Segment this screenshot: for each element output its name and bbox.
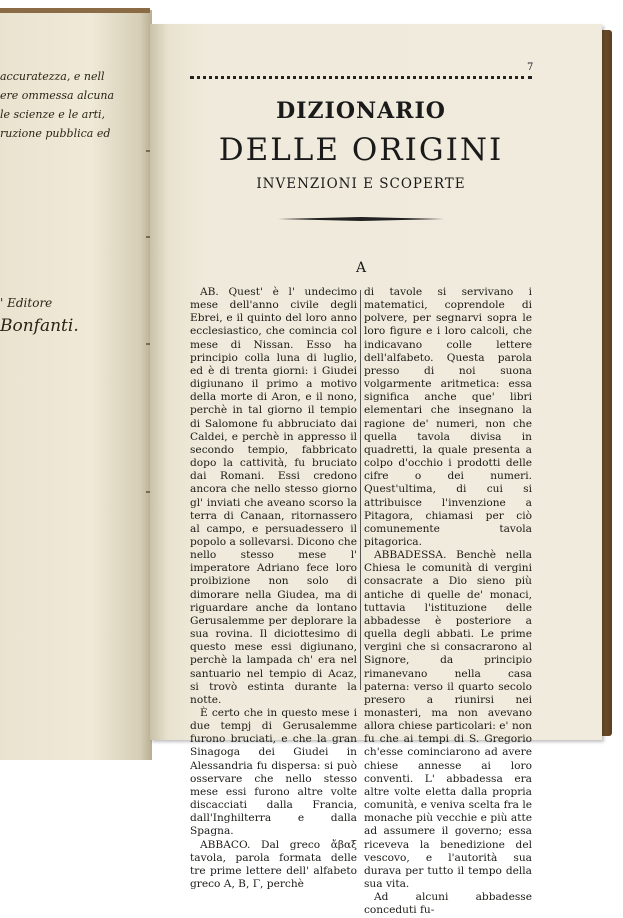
left-cover-edge: [0, 8, 150, 13]
left-page-line-2: ere ommessa alcuna: [0, 89, 115, 102]
left-page-line-4: ruzione pubblica ed: [0, 127, 111, 140]
ornament-rule: [278, 217, 444, 221]
paragraph: AB. Quest' è l' undecimo mese dell'anno civile degli Ebrei, e il quinto del loro anno ecclesiastico, che comincia col mese di Nissan. Esso ha principio colla luna di luglio, ed è di trenta giorni: i Giudei digiunano il primo a motivo della morte di Aron, e il nono, perchè in tal giorno il tempio di Salomone fu abbruciato dai Caldei, e perchè in appresso il secondo tempio, fabbricato dopo la cattività, fu bruciato dai Romani. Essi credono ancora che nello stesso giorno gl' inviati che aveano scorso la terra di Canaan, ritornassero al campo, e persuadessero il popolo a sollevarsi. Dicono che nello stesso mese l' imperatore Adriano fece loro proibizione non solo di dimorare nella Giudea, ma di riguardare anche da lontano Gerusalemme per deplorare la sua rovina. Il diciottesimo di questo mese essi digiunano, perchè la lampada ch' era nel santuario nel tempio di Acaz, si trovò estinta durante la notte.: [190, 286, 357, 706]
section-letter: A: [355, 260, 367, 276]
paragraph: ABBACO. Dal greco ἄβαξ tavola, parola formata delle tre prime lettere dell' alfabeto greco Α, Β, Γ, perchè: [190, 838, 357, 891]
paragraph: di tavole si servivano i matematici, coprendole di polvere, per segnarvi sopra le loro figure e i loro calcoli, che indicavano colle lettere dell'alfabeto. Questa parola presso di noi suona volgarmente aritmetica: essa significa anche que' libri elementari che insegnano la ragione de' numeri, non che quella tavola divisa in quadretti, la quale presenta a colpo d'occhio i prodotti delle cifre o dei numeri. Quest'ultima, di cui si attribuisce l'invenzione a Pitagora, chiamasi per ciò comunemente tavola pitagorica.: [364, 286, 532, 548]
column-divider: [360, 290, 361, 690]
paragraph: ABBADESSA. Benchè nella Chiesa le comunità di vergini consacrate a Dio sieno più antiche di quelle de' monaci, tuttavia l'istituzione delle abbadesse è posteriore a quella degli abbati. Le prime vergini che si consacrarono al Signore, da principio rimanevano nella casa paterna: verso il quarto secolo presero a riunirsi nei monasteri, ma non avevano allora chiese particolari: e' non fu che ai tempi di S. Gregorio ch'esse cominciarono ad avere chiese annesse ai loro conventi. L' abbadessa era altre volte eletta dalla propria comunità, e veniva scelta fra le monache più vecchie e più atte ad assumere il governo; essa riceveva la benedizione del vescovo, e l'autorità sua durava per tutto il tempo della sua vita.: [364, 549, 532, 891]
title-invenzioni: INVENZIONI E SCOPERTE: [256, 176, 466, 192]
text-column-left: [190, 286, 357, 891]
title-dizionario: DIZIONARIO: [276, 98, 446, 124]
left-page-signature: Bonfanti.: [0, 316, 79, 336]
title-delle-origini: DELLE ORIGINI: [218, 132, 504, 168]
header-dotted-rule: [190, 76, 532, 79]
left-page-editor-label: ' Editore: [0, 296, 53, 310]
text-column-right: [364, 286, 532, 918]
left-page-line-3: le scienze e le arti,: [0, 108, 106, 121]
paragraph: Ad alcuni abbadesse conceduti fu-: [364, 891, 532, 917]
left-page-line-1: accuratezza, e nell: [0, 70, 105, 83]
left-page: [0, 10, 152, 760]
paragraph: È certo che in questo mese i due tempj di Gerusalemme furono bruciati, e che la gran Sinagoga dei Giudei in Alessandria fu dispersa: si può osservare che nello stesso mese essi furono altre volte discacciati dalla Francia, dall'Inghilterra e dalla Spagna.: [190, 707, 357, 838]
page-number: 7: [527, 62, 534, 73]
